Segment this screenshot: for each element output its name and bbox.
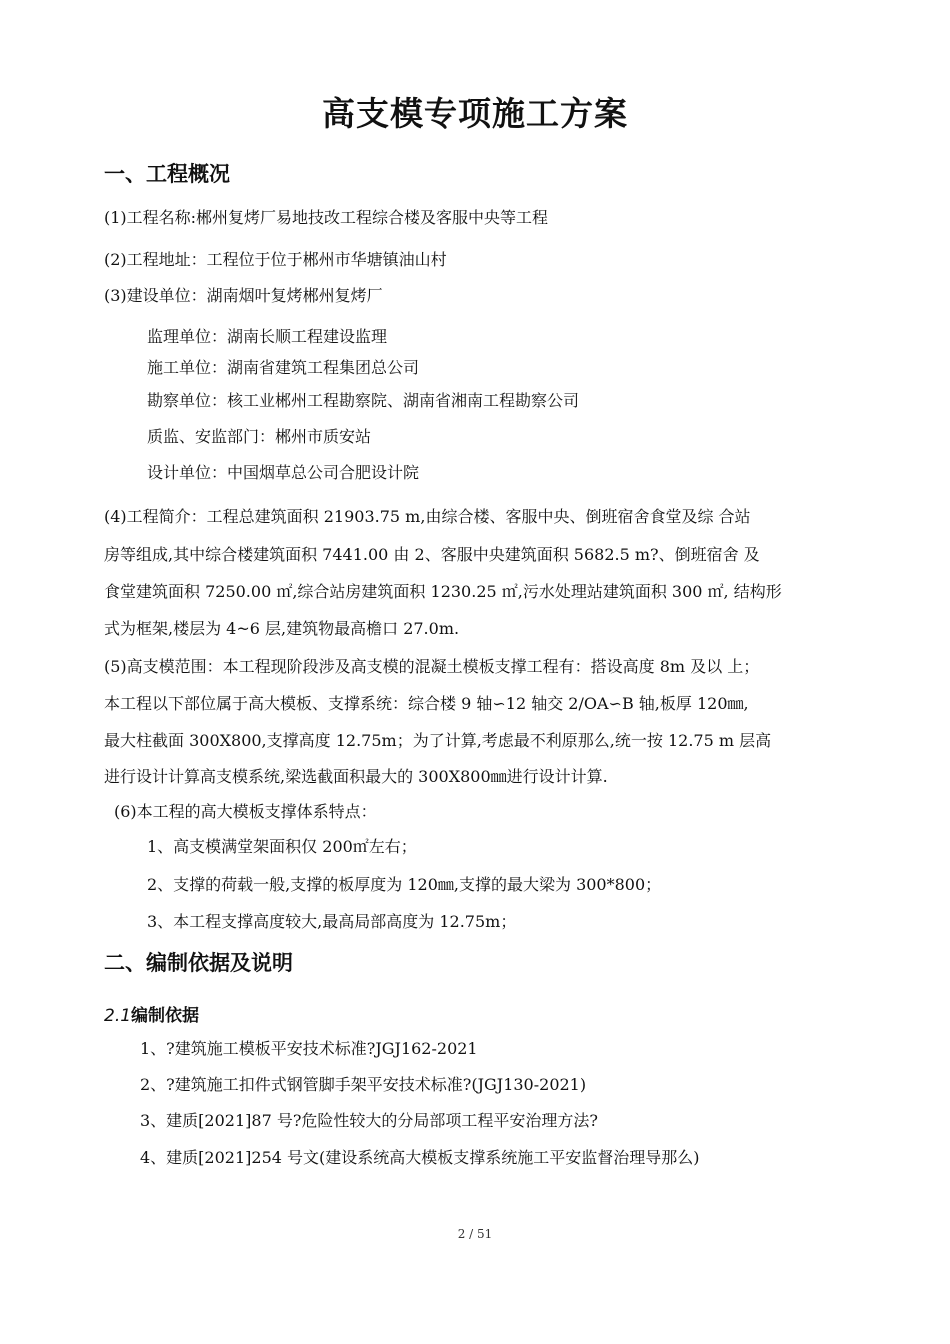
feature-item: 3、本工程支撑高度较大,最高局部高度为 12.75m； <box>147 912 517 931</box>
reference-item: 2、?建筑施工扣件式钢管脚手架平安技术标准?(JGJ130-2021) <box>140 1075 587 1094</box>
survey-line: 勘察单位：核工业郴州工程勘察院、湖南省湘南工程勘察公司 <box>147 391 580 410</box>
section-heading-1: 一、工程概况 <box>104 162 230 186</box>
quality-safety-line: 质监、安监部门：郴州市质安站 <box>147 427 372 446</box>
overview-para-line: 式为框架,楼层为 4~6 层,建筑物最高檐口 27.0m. <box>104 619 460 638</box>
reference-item: 3、建质[2021]87 号?危险性较大的分局部项工程平安治理方法? <box>140 1111 598 1130</box>
overview-para-line: (4)工程简介：工程总建筑面积 21903.75 m,由综合楼、客服中央、倒班宿舍食堂及综 合站 <box>104 507 751 526</box>
page-number: 2 / 51 <box>457 1227 493 1241</box>
supervisor-line: 监理单位：湖南长顺工程建设监理 <box>147 327 388 346</box>
scope-para-line: 最大柱截面 300X800,支撑高度 12.75m；为了计算,考虑最不利原那么,统一按 12.75 m 层高 <box>104 731 772 750</box>
subsection-heading <box>104 1001 199 1026</box>
contractor-line: 施工单位：湖南省建筑工程集团总公司 <box>147 358 420 377</box>
project-name-line: (1)工程名称:郴州复烤厂易地技改工程综合楼及客服中央等工程 <box>104 208 549 227</box>
overview-para-line: 食堂建筑面积 7250.00 ㎡,综合站房建筑面积 1230.25 ㎡,污水处理站建筑面积 300 ㎡, 结构形 <box>104 582 782 601</box>
project-address-line: (2)工程地址：工程位于位于郴州市华塘镇油山村 <box>104 250 447 269</box>
reference-item: 4、建质[2021]254 号文(建设系统高大模板支撑系统施工平安监督治理导那么) <box>140 1148 700 1167</box>
subsection-number: 2.1 <box>104 1006 132 1026</box>
designer-line: 设计单位：中国烟草总公司合肥设计院 <box>147 463 420 482</box>
scope-para-line: 本工程以下部位属于高大模板、支撑系统：综合楼 9 轴∽12 轴交 2/OA∽B 轴,板厚 120㎜, <box>104 694 749 713</box>
overview-para-line: 房等组成,其中综合楼建筑面积 7441.00 由 2、客服中央建筑面积 5682.5 m?、倒班宿舍 及 <box>104 545 760 564</box>
reference-item: 1、?建筑施工模板平安技术标准?JGJ162-2021 <box>140 1039 478 1058</box>
section-heading-2: 二、编制依据及说明 <box>104 951 293 975</box>
owner-line: (3)建设单位：湖南烟叶复烤郴州复烤厂 <box>104 286 383 305</box>
scope-para-line: 进行设计计算高支模系统,梁选截面积最大的 300X800㎜进行设计计算. <box>104 767 608 786</box>
subsection-label: 编制依据 <box>131 1006 200 1026</box>
scope-para-line: (5)高支模范围：本工程现阶段涉及高支模的混凝土模板支撑工程有：搭设高度 8m 及以 上； <box>104 657 760 676</box>
features-intro-line: (6)本工程的高大模板支撑体系特点： <box>114 802 377 821</box>
document-title: 高支模专项施工方案 <box>322 94 628 133</box>
feature-item: 2、支撑的荷载一般,支撑的板厚度为 120㎜,支撑的最大梁为 300*800； <box>147 875 662 894</box>
feature-item: 1、高支模满堂架面积仅 200㎡左右； <box>147 837 417 856</box>
